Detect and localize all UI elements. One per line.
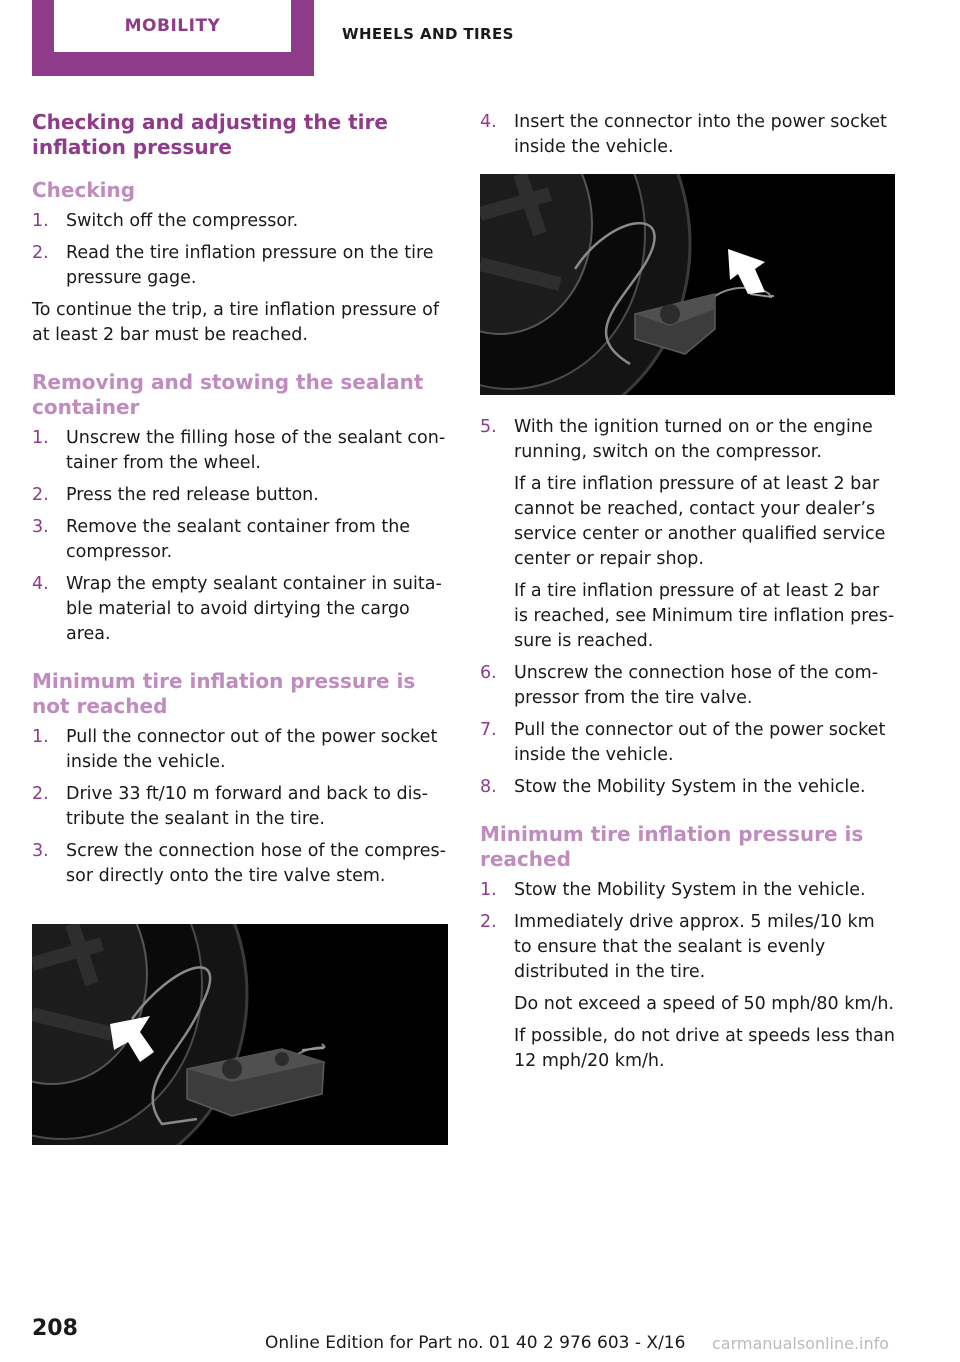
tire-compressor-icon bbox=[32, 924, 448, 1145]
edition-footer: Online Edition for Part no. 01 40 2 976 603 - X/16 bbox=[265, 1333, 686, 1353]
list-item: 2. Press the red release button. bbox=[32, 485, 319, 505]
checking-steps bbox=[32, 209, 448, 291]
list-item: 4. Insert the connector into the power socket inside the vehicle. bbox=[480, 112, 887, 157]
list-item: 1. Unscrew the filling hose of the sealant con‐tainer from the wheel. bbox=[32, 428, 446, 473]
reached-steps bbox=[480, 878, 896, 1074]
checking-note: To continue the trip, a tire inflation pressure of at least 2 bar must be reached. bbox=[32, 300, 440, 345]
section-label: WHEELS AND TIRES bbox=[342, 25, 514, 43]
not-reached-steps bbox=[32, 725, 448, 889]
watermark: carmanualsonline.info bbox=[712, 1334, 890, 1353]
list-item: 3. Remove the sealant container from the compressor. bbox=[32, 517, 411, 562]
list-item: 6. Unscrew the connection hose of the com‐pressor from the tire valve. bbox=[480, 663, 879, 708]
chapter-tab bbox=[32, 0, 314, 76]
page-number: 208 bbox=[32, 1316, 78, 1341]
right-column bbox=[480, 110, 896, 1081]
tire-compressor-icon bbox=[480, 174, 895, 395]
removing-steps bbox=[32, 426, 448, 647]
list-item: 4. Wrap the empty sealant container in suita‐ble material to avoid dirtying the cargo area. bbox=[32, 574, 442, 644]
connector-power-socket-illustration bbox=[480, 174, 895, 395]
not-reached-steps-continued bbox=[480, 110, 896, 160]
not-reached-heading: Minimum tire inflation pressure is not reached bbox=[32, 669, 416, 718]
chapter-tab-label: MOBILITY bbox=[54, 0, 291, 52]
checking-heading: Checking bbox=[32, 178, 136, 202]
list-item: 7. Pull the connector out of the power socket inside the vehicle. bbox=[480, 720, 886, 765]
left-column bbox=[32, 110, 448, 896]
list-item: 2. Immediately drive approx. 5 miles/10 km to ensure that the sealant is evenly distributed in the tire. Do not exceed a speed of 50 mph/80 km/h. If possible, do not drive at speeds less than 12 mph/20 km/h. bbox=[480, 912, 896, 1071]
reached-heading: Minimum tire inflation pressure is reached bbox=[480, 822, 864, 871]
list-item: 2. Read the tire inflation pressure on the tire pressure gage. bbox=[32, 243, 434, 288]
list-item: 8. Stow the Mobility System in the vehicle. bbox=[480, 777, 866, 797]
list-item: 2. Drive 33 ft/10 m forward and back to dis‐tribute the sealant in the tire. bbox=[32, 784, 428, 829]
list-item: 1. Pull the connector out of the power socket inside the vehicle. bbox=[32, 727, 438, 772]
removing-heading: Removing and stowing the sealant container bbox=[32, 370, 424, 419]
compressor-steps bbox=[480, 415, 896, 800]
list-item: 1. Switch off the compressor. bbox=[32, 211, 299, 231]
list-item: 5. With the ignition turned on or the engine running, switch on the compressor. If a tire inflation pressure of at least 2 bar cannot be reached, contact your dealer’s service center or another qualified service center or repair shop. If a tire inflation pressure of at least 2 bar is reached, see Minimum tire inflation pres‐sure is reached. bbox=[480, 417, 895, 651]
section-title: Checking and adjusting the tire inflation pressure bbox=[32, 110, 388, 159]
list-item: 1. Stow the Mobility System in the vehicle. bbox=[480, 880, 866, 900]
compressor-on-valve-illustration bbox=[32, 924, 448, 1145]
list-item: 3. Screw the connection hose of the compres‐sor directly onto the tire valve stem. bbox=[32, 841, 446, 886]
